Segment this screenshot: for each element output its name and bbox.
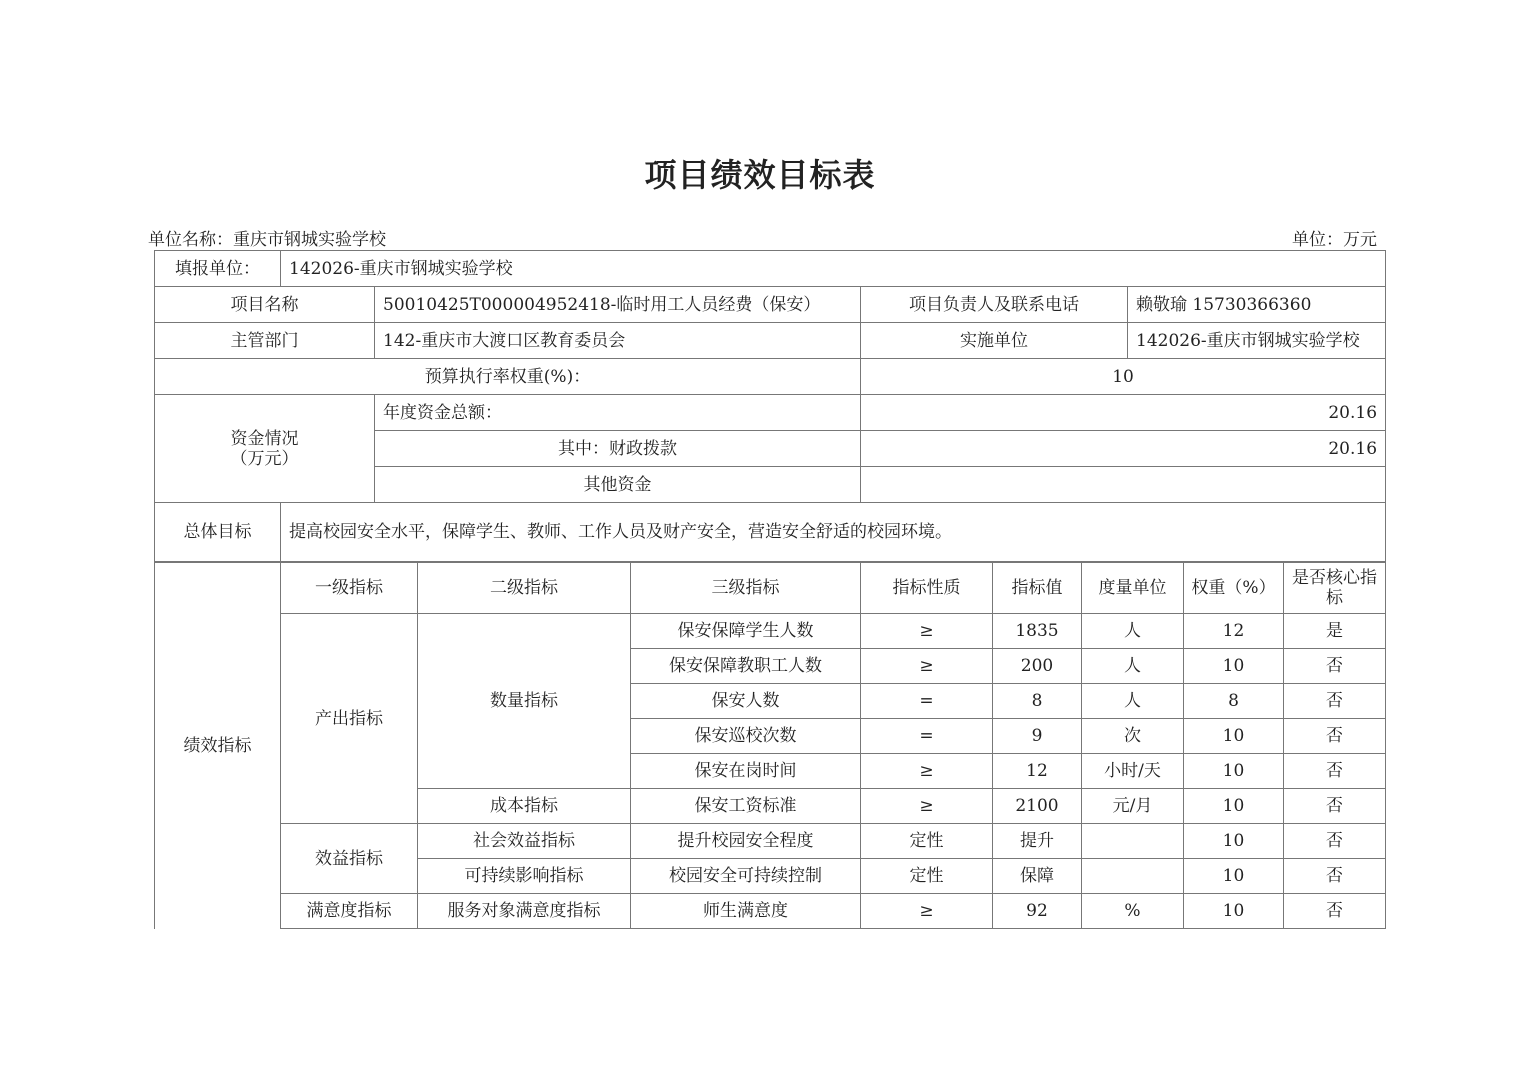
row-name: 师生满意度 bbox=[631, 894, 861, 929]
level2-social: 社会效益指标 bbox=[418, 824, 631, 859]
row-nature: ≥ bbox=[861, 649, 993, 684]
row-name: 校园安全可持续控制 bbox=[631, 859, 861, 894]
leader-value: 赖敬瑜 15730366360 bbox=[1128, 287, 1386, 323]
row-weight: 12 bbox=[1184, 614, 1284, 649]
level2-service: 服务对象满意度指标 bbox=[418, 894, 631, 929]
row-weight: 10 bbox=[1184, 719, 1284, 754]
header-level1: 一级指标 bbox=[281, 563, 418, 614]
row-core: 否 bbox=[1284, 754, 1386, 789]
level1-output: 产出指标 bbox=[281, 614, 418, 824]
row-name: 保安工资标准 bbox=[631, 789, 861, 824]
other-label: 其他资金 bbox=[375, 467, 861, 503]
project-name-value: 50010425T000004952418-临时用工人员经费（保安） bbox=[375, 287, 861, 323]
row-nature: 定性 bbox=[861, 859, 993, 894]
row-name: 提升校园安全程度 bbox=[631, 824, 861, 859]
row-value: 提升 bbox=[993, 824, 1082, 859]
row-weight: 8 bbox=[1184, 684, 1284, 719]
row-value: 保障 bbox=[993, 859, 1082, 894]
row-core: 否 bbox=[1284, 789, 1386, 824]
row-value: 200 bbox=[993, 649, 1082, 684]
row-unit: 人 bbox=[1082, 649, 1184, 684]
annual-total-label: 年度资金总额： bbox=[375, 395, 861, 431]
row-value: 9 bbox=[993, 719, 1082, 754]
impl-value: 142026-重庆市钢城实验学校 bbox=[1128, 323, 1386, 359]
row-nature: ≥ bbox=[861, 789, 993, 824]
header-core: 是否核心指标 bbox=[1284, 563, 1386, 614]
unit-name: 单位名称：重庆市钢城实验学校 bbox=[148, 230, 386, 250]
row-name: 保安巡校次数 bbox=[631, 719, 861, 754]
other-value bbox=[861, 467, 1386, 503]
row-weight: 10 bbox=[1184, 789, 1284, 824]
row-name: 保安在岗时间 bbox=[631, 754, 861, 789]
row-core: 否 bbox=[1284, 684, 1386, 719]
row-value: 1835 bbox=[993, 614, 1082, 649]
row-nature: 定性 bbox=[861, 824, 993, 859]
level1-satisfaction: 满意度指标 bbox=[281, 894, 418, 929]
row-core: 否 bbox=[1284, 824, 1386, 859]
fund-label-line1: 资金情况 bbox=[230, 428, 299, 449]
row-core: 是 bbox=[1284, 614, 1386, 649]
row-core: 否 bbox=[1284, 649, 1386, 684]
row-nature: ≥ bbox=[861, 614, 993, 649]
row-weight: 10 bbox=[1184, 824, 1284, 859]
fill-unit-value: 142026-重庆市钢城实验学校 bbox=[281, 251, 1386, 287]
row-name: 保安保障学生人数 bbox=[631, 614, 861, 649]
row-nature: ≥ bbox=[861, 894, 993, 929]
level2-cost: 成本指标 bbox=[418, 789, 631, 824]
project-info-table bbox=[154, 250, 1386, 562]
currency-unit: 单位：万元 bbox=[1292, 230, 1377, 250]
level2-sustain: 可持续影响指标 bbox=[418, 859, 631, 894]
budget-weight-value: 10 bbox=[861, 359, 1386, 395]
row-name: 保安保障教职工人数 bbox=[631, 649, 861, 684]
goal-value: 提高校园安全水平，保障学生、教师、工作人员及财产安全，营造安全舒适的校园环境。 bbox=[281, 503, 1386, 562]
row-unit: 小时/天 bbox=[1082, 754, 1184, 789]
row-core: 否 bbox=[1284, 719, 1386, 754]
perf-section-label: 绩效指标 bbox=[155, 563, 281, 929]
fund-label-line2: （万元） bbox=[230, 448, 299, 469]
row-nature: = bbox=[861, 684, 993, 719]
row-weight: 10 bbox=[1184, 754, 1284, 789]
header-level3: 三级指标 bbox=[631, 563, 861, 614]
row-weight: 10 bbox=[1184, 649, 1284, 684]
level1-benefit: 效益指标 bbox=[281, 824, 418, 894]
row-unit bbox=[1082, 824, 1184, 859]
row-nature: ≥ bbox=[861, 754, 993, 789]
row-name: 保安人数 bbox=[631, 684, 861, 719]
row-unit: 人 bbox=[1082, 614, 1184, 649]
annual-total-value: 20.16 bbox=[861, 395, 1386, 431]
row-value: 92 bbox=[993, 894, 1082, 929]
row-nature: = bbox=[861, 719, 993, 754]
page-title: 项目绩效目标表 bbox=[644, 156, 876, 194]
row-unit: 次 bbox=[1082, 719, 1184, 754]
row-weight: 10 bbox=[1184, 894, 1284, 929]
header-nature: 指标性质 bbox=[861, 563, 993, 614]
row-core: 否 bbox=[1284, 859, 1386, 894]
goal-label: 总体目标 bbox=[155, 503, 281, 562]
header-value: 指标值 bbox=[993, 563, 1082, 614]
row-unit bbox=[1082, 859, 1184, 894]
row-unit: % bbox=[1082, 894, 1184, 929]
fiscal-value: 20.16 bbox=[861, 431, 1386, 467]
row-value: 12 bbox=[993, 754, 1082, 789]
header-weight: 权重（%） bbox=[1184, 563, 1284, 614]
fund-label bbox=[155, 395, 375, 503]
leader-label: 项目负责人及联系电话 bbox=[861, 287, 1128, 323]
performance-table bbox=[154, 562, 1386, 929]
row-value: 8 bbox=[993, 684, 1082, 719]
budget-weight-label: 预算执行率权重(%)： bbox=[155, 359, 861, 395]
project-name-label: 项目名称 bbox=[155, 287, 375, 323]
row-unit: 人 bbox=[1082, 684, 1184, 719]
impl-label: 实施单位 bbox=[861, 323, 1128, 359]
dept-value: 142-重庆市大渡口区教育委员会 bbox=[375, 323, 861, 359]
row-core: 否 bbox=[1284, 894, 1386, 929]
header-level2: 二级指标 bbox=[418, 563, 631, 614]
row-value: 2100 bbox=[993, 789, 1082, 824]
header-unit: 度量单位 bbox=[1082, 563, 1184, 614]
level2-quantity: 数量指标 bbox=[418, 614, 631, 789]
row-weight: 10 bbox=[1184, 859, 1284, 894]
fiscal-label: 其中：财政拨款 bbox=[375, 431, 861, 467]
fill-unit-label: 填报单位： bbox=[155, 251, 281, 287]
dept-label: 主管部门 bbox=[155, 323, 375, 359]
row-unit: 元/月 bbox=[1082, 789, 1184, 824]
